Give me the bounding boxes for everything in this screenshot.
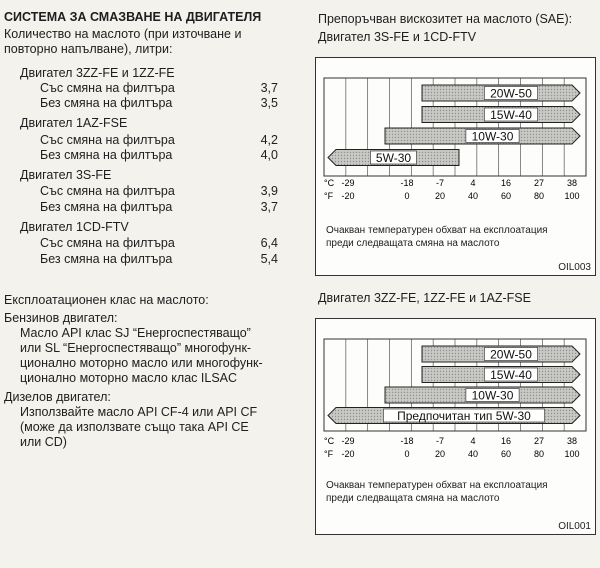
engine-row-label: Без смяна на филтъра (40, 200, 173, 214)
diesel-line: (може да използвате също така API CE (20, 420, 249, 434)
oil-class-title: Експлоатационен клас на маслото: (4, 293, 209, 307)
engine-name: Двигател 3ZZ-FE и 1ZZ-FE (20, 66, 175, 80)
bar-label: 5W-30 (375, 151, 412, 165)
chart-subtitle: Двигател 3S-FE и 1CD-FTV (318, 30, 477, 44)
tick-label-c: -7 (435, 436, 445, 446)
tick-label-c: 16 (500, 178, 512, 188)
tick-label-c: -18 (400, 178, 414, 188)
engine-row-label: Без смяна на филтъра (40, 96, 173, 110)
figure-code: OIL003 (558, 262, 591, 273)
diesel-title: Дизелов двигател: (4, 390, 111, 404)
tick-label-f: 60 (500, 449, 512, 459)
engine-row-value: 4,2 (260, 133, 278, 147)
axis-unit-c: °C (324, 436, 335, 446)
engine-row-label: Със смяна на филтъра (40, 184, 175, 198)
tick-label-f: 80 (533, 191, 545, 201)
chart-subtitle: Двигател 3ZZ-FE, 1ZZ-FE и 1AZ-FSE (318, 291, 531, 305)
tick-label-c: 4 (470, 436, 476, 446)
tick-label-c: -18 (400, 436, 414, 446)
engine-row-label: Със смяна на филтъра (40, 236, 175, 250)
tick-label-f: 100 (564, 191, 580, 201)
tick-label-f: 20 (434, 191, 446, 201)
engine-row-value: 5,4 (260, 252, 278, 266)
capacity-intro-line-1: Количество на маслото (при източване и (4, 27, 242, 41)
tick-label-c: -29 (341, 178, 355, 188)
viscosity-chart (315, 318, 596, 535)
bar-label: 20W-50 (490, 86, 532, 101)
engine-row-value: 3,7 (260, 200, 278, 214)
chart-caption-line: преди следващата смяна на маслото (326, 238, 500, 249)
tick-label-f: 0 (404, 449, 410, 459)
engine-row-label: Без смяна на филтъра (40, 148, 173, 162)
engine-row-value: 6,4 (260, 236, 278, 250)
engine-row-label: Със смяна на филтъра (40, 81, 175, 95)
engine-row-value: 4,0 (260, 148, 278, 162)
tick-label-f: 20 (434, 449, 446, 459)
engine-row-value: 3,9 (260, 184, 278, 198)
tick-label-f: -20 (341, 449, 355, 459)
tick-label-c: 38 (566, 436, 578, 446)
tick-label-c: 16 (500, 436, 512, 446)
figure-code: OIL001 (558, 521, 591, 532)
diesel-line: Използвайте масло API CF-4 или API CF (20, 405, 258, 419)
axis-unit-c: °C (324, 178, 335, 188)
chart-caption-line: Очакван температурен обхват на експлоатация (326, 225, 548, 236)
tick-label-c: 38 (566, 178, 578, 188)
engine-name: Двигател 1AZ-FSE (20, 116, 128, 130)
engine-row-label: Със смяна на филтъра (40, 133, 175, 147)
engine-name: Двигател 3S-FE (20, 168, 112, 182)
axis-unit-f: °F (324, 449, 334, 459)
engine-row-value: 3,7 (260, 81, 278, 95)
axis-unit-f: °F (324, 191, 334, 201)
bar-label: 15W-40 (490, 368, 532, 382)
section-title: СИСТЕМА ЗА СМАЗВАНЕ НА ДВИГАТЕЛЯ (4, 10, 262, 24)
tick-label-c: 27 (533, 178, 545, 188)
bar-label: 10W-30 (471, 129, 514, 144)
bar-label: 15W-40 (490, 108, 532, 122)
tick-label-f: 60 (500, 191, 512, 201)
tick-label-c: -7 (435, 178, 445, 188)
petrol-line: Масло API клас SJ “Енергоспестяващо” (20, 326, 251, 340)
viscosity-heading: Препоръчван вискозитет на маслото (SAE): (318, 12, 573, 26)
tick-label-f: 40 (467, 191, 479, 201)
tick-label-f: 0 (404, 191, 410, 201)
tick-label-c: 27 (533, 436, 545, 446)
chart-caption-line: Очакван температурен обхват на експлоатация (326, 480, 548, 491)
diesel-line: или CD) (20, 435, 67, 449)
petrol-line: ционално моторно масло или многофунк- (20, 356, 263, 370)
tick-label-f: 80 (533, 449, 545, 459)
capacity-intro-line-2: повторно напълване), литри: (4, 42, 173, 56)
engine-row-value: 3,5 (260, 96, 278, 110)
viscosity-chart (315, 57, 596, 276)
bar-label: 10W-30 (471, 388, 514, 403)
tick-label-f: 40 (467, 449, 479, 459)
petrol-line: или SL “Енергоспестяващо” многофунк- (20, 341, 252, 355)
petrol-title: Бензинов двигател: (4, 311, 118, 325)
engine-name: Двигател 1CD-FTV (20, 220, 129, 234)
tick-label-f: 100 (564, 449, 580, 459)
petrol-line: ционално моторно масло клас ILSAC (20, 371, 238, 385)
bar-label: Предпочитан тип 5W-30 (397, 409, 531, 423)
chart-caption-line: преди следващата смяна на маслото (326, 493, 500, 504)
tick-label-f: -20 (341, 191, 355, 201)
tick-label-c: 4 (470, 178, 476, 188)
engine-row-label: Без смяна на филтъра (40, 252, 173, 266)
bar-label: 20W-50 (490, 347, 532, 362)
tick-label-c: -29 (341, 436, 355, 446)
